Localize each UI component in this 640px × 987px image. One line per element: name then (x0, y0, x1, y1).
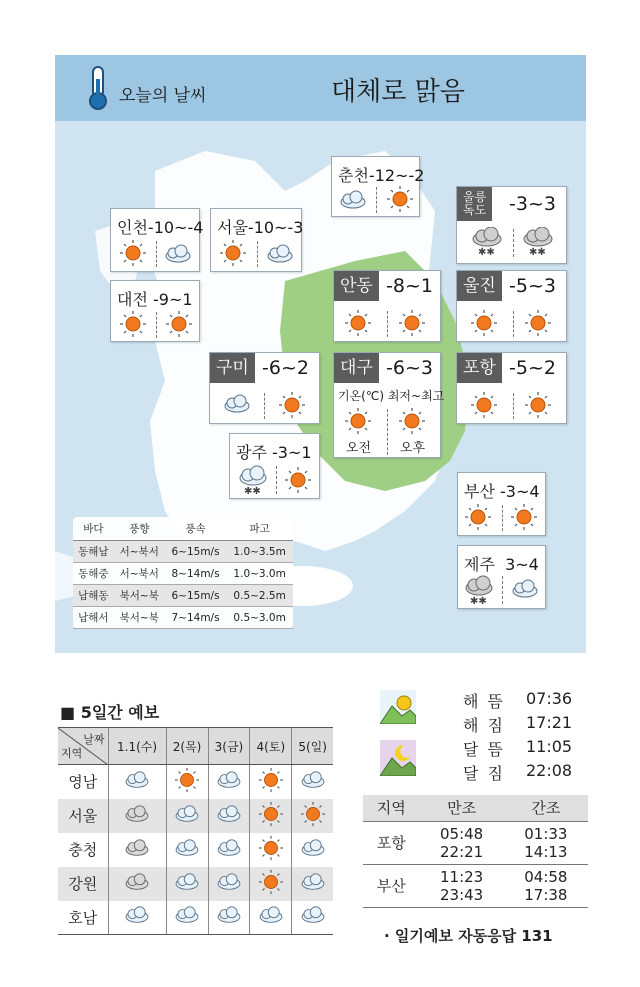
region-cell: 강원 (58, 867, 108, 901)
andong-temp: -8~1 (386, 275, 433, 297)
forecast-cell (208, 765, 250, 799)
today-weather-label: 오늘의 날씨 (119, 86, 207, 106)
svg-text:✱✱: ✱✱ (470, 596, 487, 606)
low-tide-time: 01:33 (524, 824, 568, 843)
partly-cloudy-icon (123, 770, 151, 794)
sea-header: 바다 (73, 517, 114, 541)
table-row (73, 563, 293, 585)
forecast-cell (166, 765, 208, 799)
daegu-am-label: 오전 (346, 441, 372, 456)
card-chuncheon (331, 156, 425, 217)
svg-text:✱✱: ✱✱ (244, 486, 261, 496)
partly-cloudy-icon (215, 838, 243, 862)
sunrise-icon (380, 690, 416, 724)
tide-region: 포항 (363, 821, 419, 864)
svg-text:✱✱: ✱✱ (529, 247, 546, 257)
daegu-pm-label: 오후 (400, 441, 426, 456)
partly-cloudy-icon (338, 189, 368, 211)
forecast-cell (208, 799, 250, 833)
card-gumi (209, 352, 320, 424)
corner-date-label: 날짜 (83, 733, 105, 746)
wave-height-header: 파고 (226, 517, 293, 541)
forecast-cell (292, 833, 333, 867)
gumi-tag: 구미 (210, 353, 255, 383)
sun-icon (464, 503, 492, 531)
thermometer-icon (83, 65, 113, 111)
moonrise-time: 11:05 (526, 737, 573, 756)
uljin-temp: -5~3 (509, 275, 556, 297)
forecast-row (58, 833, 333, 867)
jeju-label: 제주 3~4 (464, 555, 539, 574)
partly-cloudy-icon (215, 905, 243, 929)
wind-dir-header: 풍향 (114, 517, 165, 541)
forecast-cell (292, 901, 333, 935)
wind-speed-header: 풍속 (165, 517, 227, 541)
sun-icon (524, 391, 552, 419)
sun-icon (258, 835, 284, 865)
partly-cloudy-icon (163, 243, 193, 265)
snow-cloud-icon (470, 227, 504, 257)
partly-cloudy-icon (299, 872, 327, 896)
forecast-cell (250, 867, 292, 901)
region-cell: 호남 (58, 901, 108, 935)
table-row (73, 607, 293, 629)
headline-weather: 대체로 맑음 (331, 77, 465, 107)
forecast-cell (292, 867, 333, 901)
pohang-temp: -5~2 (509, 357, 556, 379)
forecast-cell (292, 765, 333, 799)
forecast-cell (108, 765, 166, 799)
five-day-forecast-table (58, 727, 333, 935)
cloud-icon (123, 804, 151, 828)
andong-tag: 안동 (334, 271, 379, 301)
sunset-label: 해 짐 (463, 716, 505, 735)
forecast-cell (208, 833, 250, 867)
sun-icon (174, 767, 200, 797)
day-header: 5(일) (292, 728, 333, 765)
sun-icon (119, 310, 147, 338)
card-gwangju (229, 433, 320, 499)
incheon-label: 인천-10~-4 (117, 218, 204, 237)
forecast-row (58, 901, 333, 935)
cell: 6~15m/s (165, 541, 227, 563)
cell: 서~북서 (114, 541, 165, 563)
sun-icon (219, 239, 247, 267)
tide-region: 부산 (363, 864, 419, 907)
day-header: 2(목) (166, 728, 208, 765)
cell: 8~14m/s (165, 563, 227, 585)
partly-cloudy-icon (173, 804, 201, 828)
partly-cloudy-icon (173, 838, 201, 862)
high-tide-time: 22:21 (419, 843, 503, 865)
sun-icon (258, 869, 284, 899)
sun-icon (386, 185, 414, 213)
cloud-icon (123, 872, 151, 896)
forecast-cell (250, 833, 292, 867)
region-cell: 충청 (68, 841, 98, 859)
moonset-time: 22:08 (526, 761, 573, 780)
sun-icon (510, 503, 538, 531)
partly-cloudy-icon (265, 243, 295, 265)
sun-icon (258, 767, 284, 797)
cell: 남해서 (73, 607, 114, 629)
partly-cloudy-icon (215, 872, 243, 896)
sun-icon (398, 407, 426, 435)
cell: 7~14m/s (165, 607, 227, 629)
table-row (73, 585, 293, 607)
moonrise-label: 달 뜸 (463, 740, 505, 759)
card-uljin (456, 270, 567, 342)
region-cell: 영남 (68, 773, 98, 792)
cell: 동해중 (73, 563, 114, 585)
partly-cloudy-icon (173, 872, 201, 896)
cell: 동해남 (73, 541, 114, 563)
forecast-cell (166, 799, 208, 833)
cell: 0.5~2.5m (226, 585, 293, 607)
gwangju-label: 광주 -3~1 (236, 443, 312, 462)
ulleung-temp: -3~3 (509, 193, 556, 215)
card-busan (457, 472, 546, 536)
forecast-title: ■ 5일간 예보 (60, 703, 160, 722)
forecast-cell (166, 867, 208, 901)
sun-icon (470, 391, 498, 419)
sun-icon (344, 407, 372, 435)
partly-cloudy-icon (173, 905, 201, 929)
card-andong (333, 270, 441, 342)
region-cell: 서울 (58, 799, 108, 833)
partly-cloudy-icon (257, 905, 285, 929)
partly-cloudy-icon (215, 804, 243, 828)
cell: 북서~북 (114, 585, 165, 607)
partly-cloudy-icon (299, 905, 327, 929)
card-pohang (456, 352, 567, 424)
sun-icon (284, 466, 312, 494)
cell: 서~북서 (114, 563, 165, 585)
sun-icon (300, 801, 326, 831)
forecast-cell (166, 901, 208, 935)
sun-icon (165, 310, 193, 338)
day-header: 4(토) (250, 728, 292, 765)
cell: 북서~북 (114, 607, 165, 629)
seoul-label: 서울-10~-3 (217, 218, 304, 237)
sunrise-label: 해 뜸 (463, 692, 505, 711)
card-ulleung (456, 186, 567, 264)
partly-cloudy-icon (510, 578, 540, 600)
card-seoul (210, 208, 302, 272)
forecast-row (58, 867, 333, 901)
forecast-cell (108, 901, 166, 935)
tide-region-header: 지역 (363, 795, 419, 821)
forecast-cell (108, 833, 166, 867)
partly-cloudy-icon (299, 770, 327, 794)
daejeon-label: 대전 -9~1 (117, 290, 193, 309)
tide-table (363, 795, 588, 908)
svg-text:✱✱: ✱✱ (478, 247, 495, 257)
forecast-cell (208, 901, 250, 935)
uljin-tag: 울진 (457, 271, 502, 301)
cell: 남해동 (73, 585, 114, 607)
card-jeju (457, 545, 546, 609)
sun-icon (398, 309, 426, 337)
pohang-tag: 포항 (457, 353, 502, 383)
partly-cloudy-icon (123, 905, 151, 929)
forecast-cell (250, 901, 292, 935)
cell: 6~15m/s (165, 585, 227, 607)
sea-conditions-table (73, 517, 293, 629)
cell: 0.5~3.0m (226, 607, 293, 629)
table-row (73, 541, 293, 563)
day-header: 3(금) (208, 728, 250, 765)
moon-icon (380, 740, 416, 776)
forecast-cell (250, 765, 292, 799)
snow-cloud-icon (462, 574, 496, 606)
forecast-cell (166, 833, 208, 867)
cell: 1.0~3.5m (226, 541, 293, 563)
corner-cell (58, 728, 108, 765)
sunrise-time: 07:36 (526, 689, 573, 708)
sun-icon (344, 309, 372, 337)
sun-icon (258, 801, 284, 831)
busan-label: 부산 -3~4 (464, 482, 540, 501)
partly-cloudy-icon (215, 770, 243, 794)
snow-cloud-icon (521, 227, 555, 257)
ulleung-tag: 울릉 독도 (457, 187, 492, 221)
corner-region-label: 지역 (61, 747, 83, 760)
day-header: 1.1(수) (108, 728, 166, 765)
forecast-cell (208, 867, 250, 901)
low-tide-time: 04:58 (524, 867, 568, 886)
forecast-cell (292, 799, 333, 833)
forecast-cell (108, 799, 166, 833)
card-daejeon (110, 280, 200, 342)
daegu-legend: 기온(℃) 최저~최고 (338, 389, 445, 403)
weather-phone-info: · 일기예보 자동응답 131 (384, 927, 553, 945)
cell: 1.0~3.0m (226, 563, 293, 585)
sun-icon (470, 309, 498, 337)
sunset-time: 17:21 (526, 713, 573, 732)
chuncheon-label: 춘천-12~-2 (338, 166, 425, 185)
forecast-cell (250, 799, 292, 833)
low-tide-time: 14:13 (504, 843, 588, 865)
high-tide-time: 05:48 (439, 824, 484, 843)
snow-partly-cloudy-icon (236, 464, 270, 496)
low-tide-time: 17:38 (504, 886, 588, 908)
forecast-cell (108, 867, 166, 901)
card-incheon (110, 208, 204, 272)
cloud-icon (123, 838, 151, 862)
forecast-row (58, 765, 333, 799)
daegu-temp: -6~3 (386, 357, 433, 379)
high-tide-header: 만조 (419, 795, 503, 821)
partly-cloudy-icon (299, 838, 327, 862)
card-daegu (333, 352, 445, 458)
high-tide-time: 23:43 (419, 886, 503, 908)
gumi-temp: -6~2 (262, 357, 309, 379)
forecast-row (58, 799, 333, 833)
sun-icon (278, 391, 306, 419)
low-tide-header: 간조 (504, 795, 588, 821)
sun-icon (524, 309, 552, 337)
moonset-label: 달 짐 (463, 764, 505, 783)
daegu-tag: 대구 (334, 353, 379, 383)
sun-icon (119, 239, 147, 267)
high-tide-time: 11:23 (439, 867, 484, 886)
partly-cloudy-icon (222, 393, 252, 415)
